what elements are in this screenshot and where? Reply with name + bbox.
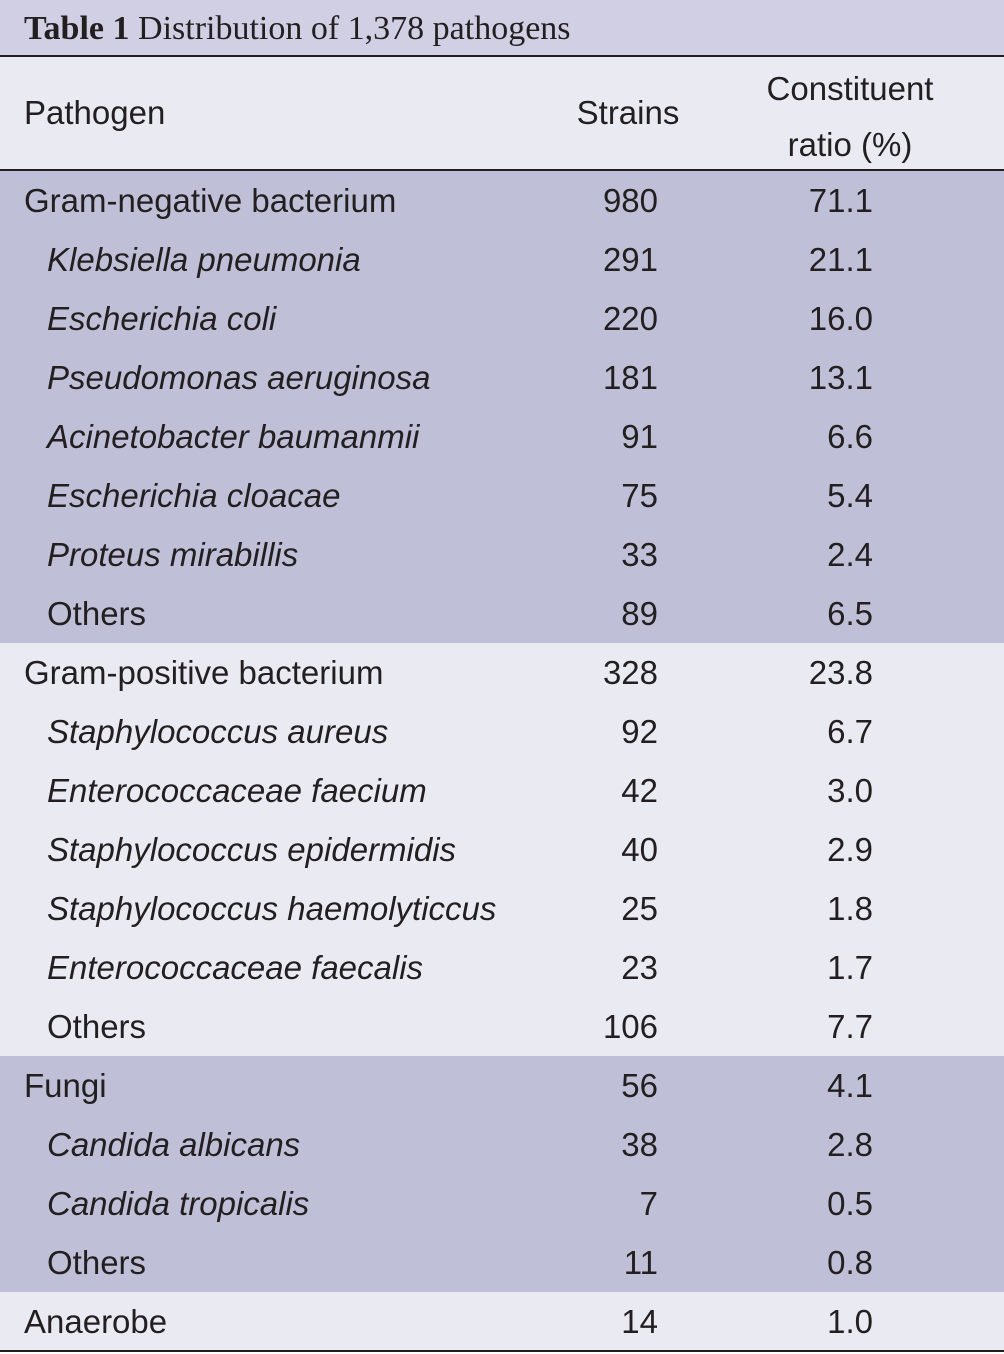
- ratio-cell: 0.5: [827, 1185, 873, 1222]
- strains-cell: 220: [602, 300, 658, 337]
- pathogen-cell: Others: [47, 1244, 147, 1281]
- strains-cell: 92: [621, 713, 658, 750]
- ratio-cell: 2.9: [827, 831, 873, 868]
- header-constituent-ratio: [734, 57, 966, 173]
- table-row: [0, 525, 1004, 584]
- strains-cell: 56: [621, 1067, 658, 1104]
- pathogen-cell: Gram-positive bacterium: [24, 654, 384, 691]
- header-ratio-line1: Constituent: [766, 70, 934, 107]
- ratio-cell: 5.4: [827, 477, 873, 514]
- table-row: [0, 584, 1004, 643]
- pathogen-cell: Proteus mirabillis: [47, 536, 299, 573]
- ratio-cell: 23.8: [808, 654, 873, 691]
- pathogen-cell: Anaerobe: [24, 1303, 168, 1340]
- strains-cell: 106: [602, 1008, 658, 1045]
- pathogen-cell: Staphylococcus epidermidis: [47, 831, 457, 868]
- ratio-cell: 6.6: [827, 418, 873, 455]
- table-row: [0, 1056, 1004, 1115]
- group-gram-positive: [0, 643, 1004, 1056]
- pathogen-cell: Staphylococcus haemolyticcus: [47, 890, 497, 927]
- strains-cell: 91: [621, 418, 658, 455]
- pathogen-cell: Pseudomonas aeruginosa: [47, 359, 431, 396]
- pathogen-cell: Escherichia coli: [47, 300, 277, 337]
- table-row: [0, 407, 1004, 466]
- strains-cell: 42: [621, 772, 658, 809]
- group-fungi: [0, 1056, 1004, 1292]
- strains-cell: 7: [639, 1185, 658, 1222]
- ratio-cell: 6.5: [827, 595, 873, 632]
- table-header: [0, 57, 1004, 171]
- group-gram-negative: [0, 171, 1004, 643]
- strains-cell: 23: [621, 949, 658, 986]
- ratio-cell: 3.0: [827, 772, 873, 809]
- strains-cell: 11: [623, 1244, 658, 1281]
- header-ratio-line2: ratio (%): [787, 126, 913, 163]
- table-row: [0, 820, 1004, 879]
- table-row: [0, 702, 1004, 761]
- ratio-cell: 1.0: [827, 1303, 873, 1340]
- strains-cell: 75: [621, 477, 658, 514]
- ratio-cell: 1.7: [827, 949, 873, 986]
- table-row: [0, 171, 1004, 230]
- strains-cell: 291: [602, 241, 658, 278]
- pathogen-cell: Others: [47, 1008, 147, 1045]
- pathogen-cell: Acinetobacter baumanmii: [47, 418, 420, 455]
- pathogen-cell: Enterococcaceae faecium: [47, 772, 427, 809]
- strains-cell: 14: [621, 1303, 658, 1340]
- table-row: [0, 466, 1004, 525]
- table-row: [0, 230, 1004, 289]
- pathogen-cell: Gram-negative bacterium: [24, 182, 397, 219]
- group-anaerobe: [0, 1292, 1004, 1351]
- table-bottom-rule: [0, 1350, 1004, 1352]
- pathogen-cell: Enterococcaceae faecalis: [47, 949, 424, 986]
- ratio-cell: 2.4: [827, 536, 873, 573]
- strains-cell: 33: [621, 536, 658, 573]
- strains-cell: 181: [602, 359, 658, 396]
- ratio-cell: 6.7: [827, 713, 873, 750]
- strains-cell: 980: [602, 182, 658, 219]
- table-caption-text: Distribution of 1,378 pathogens: [138, 10, 571, 47]
- table-row: [0, 879, 1004, 938]
- pathogen-cell: Staphylococcus aureus: [47, 713, 389, 750]
- strains-cell: 38: [621, 1126, 658, 1163]
- table-row: [0, 643, 1004, 702]
- pathogen-cell: Others: [47, 595, 147, 632]
- table-row: [0, 1233, 1004, 1292]
- table-row: [0, 1115, 1004, 1174]
- strains-cell: 89: [621, 595, 658, 632]
- table-row: [0, 1174, 1004, 1233]
- strains-cell: 25: [621, 890, 658, 927]
- ratio-cell: 0.8: [827, 1244, 873, 1281]
- ratio-cell: 16.0: [808, 300, 873, 337]
- pathogen-cell: Candida tropicalis: [47, 1185, 310, 1222]
- table-row: [0, 289, 1004, 348]
- table-caption: [0, 0, 1004, 57]
- header-pathogen: Pathogen: [24, 94, 166, 131]
- ratio-cell: 4.1: [827, 1067, 873, 1104]
- ratio-cell: 1.8: [827, 890, 873, 927]
- strains-cell: 40: [621, 831, 658, 868]
- table-row: [0, 1292, 1004, 1351]
- table-caption-label: Table 1: [24, 10, 130, 47]
- pathogen-cell: Klebsiella pneumonia: [47, 241, 361, 278]
- pathogen-cell: Candida albicans: [47, 1126, 301, 1163]
- table-row: [0, 938, 1004, 997]
- table-row: [0, 348, 1004, 407]
- ratio-cell: 2.8: [827, 1126, 873, 1163]
- pathogen-cell: Fungi: [24, 1067, 107, 1104]
- ratio-cell: 13.1: [808, 359, 873, 396]
- ratio-cell: 7.7: [827, 1008, 873, 1045]
- header-strains: Strains: [576, 94, 680, 131]
- ratio-cell: 71.1: [808, 182, 873, 219]
- strains-cell: 328: [602, 654, 658, 691]
- table-row: [0, 761, 1004, 820]
- pathogen-cell: Escherichia cloacae: [47, 477, 341, 514]
- ratio-cell: 21.1: [808, 241, 873, 278]
- table-row: [0, 997, 1004, 1056]
